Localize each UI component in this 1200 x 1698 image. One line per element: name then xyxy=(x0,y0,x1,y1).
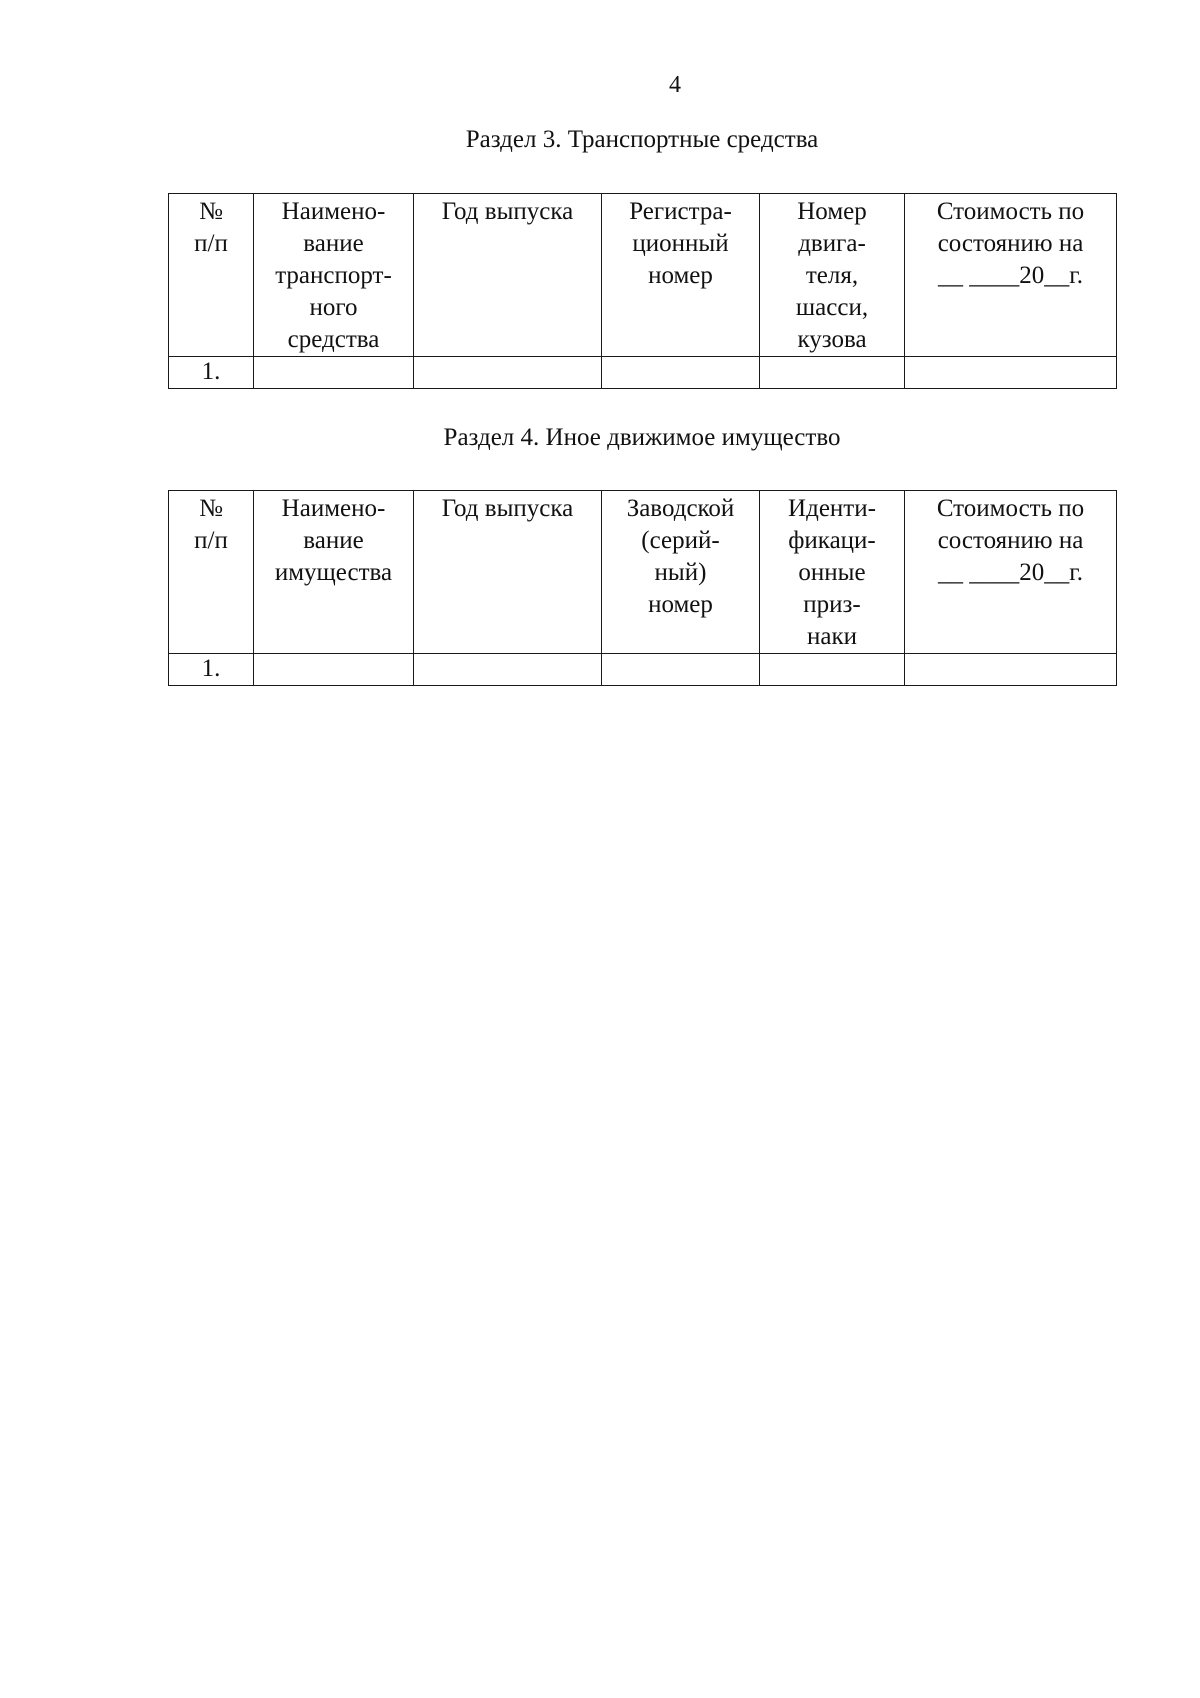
col-number-header: № п/п xyxy=(169,194,254,357)
col-value-header: Стоимость по состоянию на __ ____20__г. xyxy=(905,491,1117,654)
cell-property-name xyxy=(254,654,414,686)
cell-number: 1. xyxy=(169,654,254,686)
cell-number: 1. xyxy=(169,357,254,389)
table-header-row xyxy=(169,194,1117,357)
cell-engine-number xyxy=(760,357,905,389)
table-row xyxy=(169,654,1117,686)
cell-value xyxy=(905,357,1117,389)
col-value-header: Стоимость по состоянию на __ ____20__г. xyxy=(905,194,1117,357)
cell-year xyxy=(414,357,602,389)
page-number: 4 xyxy=(669,72,681,98)
col-registration-number-header: Регистра- ционный номер xyxy=(602,194,760,357)
col-year-header: Год выпуска xyxy=(414,491,602,654)
table-row xyxy=(169,357,1117,389)
col-identification-header: Иденти- фикаци- онные приз- наки xyxy=(760,491,905,654)
cell-year xyxy=(414,654,602,686)
col-vehicle-name-header: Наимено- вание транспорт- ного средства xyxy=(254,194,414,357)
cell-vehicle-name xyxy=(254,357,414,389)
section-3-title: Раздел 3. Транспортные средства xyxy=(465,126,819,153)
table-header-row xyxy=(169,491,1117,654)
col-serial-number-header: Заводской (серий- ный) номер xyxy=(602,491,760,654)
vehicles-table xyxy=(168,193,1117,389)
cell-value xyxy=(905,654,1117,686)
other-property-table xyxy=(168,490,1117,686)
cell-registration-number xyxy=(602,357,760,389)
col-number-header: № п/п xyxy=(169,491,254,654)
col-property-name-header: Наимено- вание имущества xyxy=(254,491,414,654)
cell-identification xyxy=(760,654,905,686)
col-engine-number-header: Номер двига- теля, шасси, кузова xyxy=(760,194,905,357)
col-year-header: Год выпуска xyxy=(414,194,602,357)
cell-serial-number xyxy=(602,654,760,686)
section-4-title: Раздел 4. Иное движимое имущество xyxy=(443,424,841,451)
